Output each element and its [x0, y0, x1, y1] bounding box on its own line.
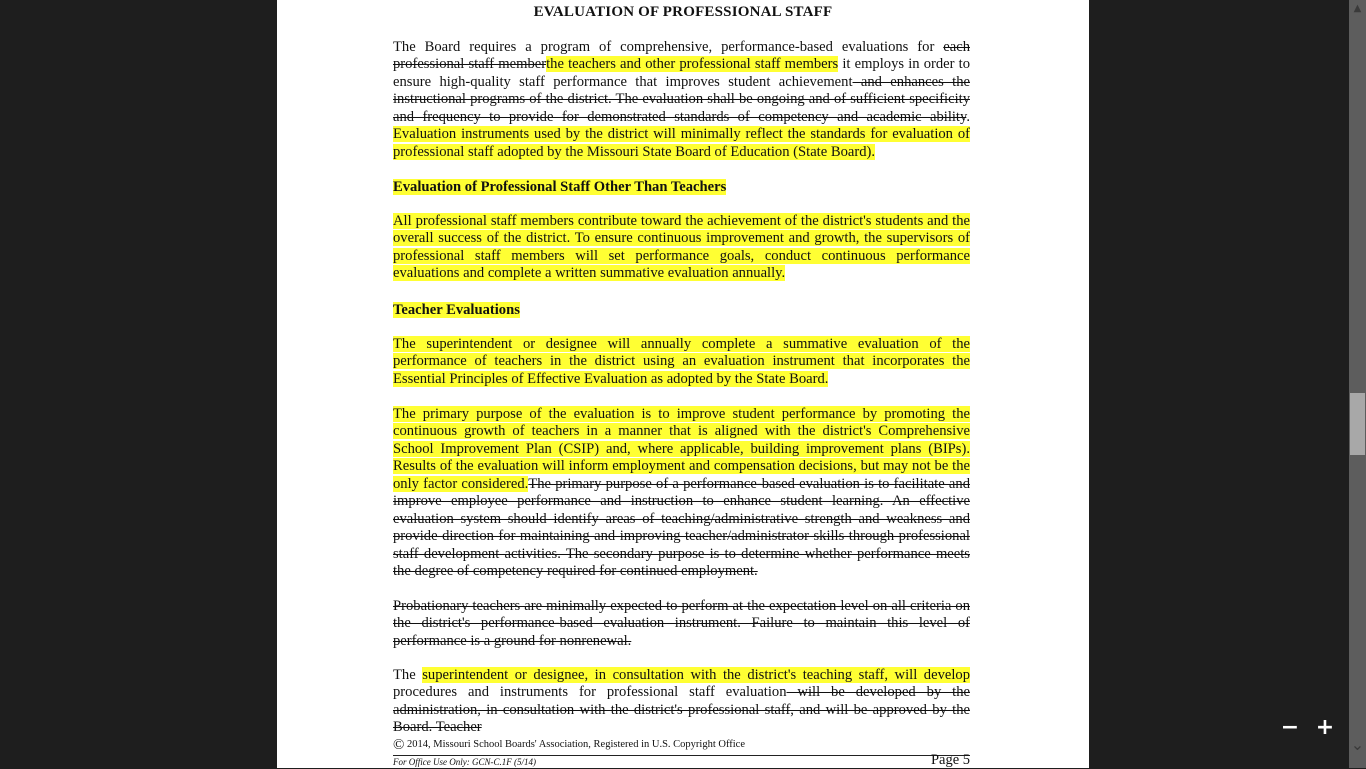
highlighted-text: superintendent or designee, in consultation with the district's teaching staff, will develop — [422, 667, 970, 683]
highlighted-text: Evaluation instruments used by the district will minimally reflect the standards for evaluation of professional staff adopted by the Missouri State Board of Education (State Board). — [393, 126, 970, 160]
document-title: EVALUATION OF PROFESSIONAL STAFF — [533, 4, 833, 20]
paragraph — [393, 39, 970, 161]
text: procedures and instruments for professional staff evaluation — [393, 684, 787, 701]
deleted-text: will be developed by the administration, in consultation with the district's professional staff, and will be approved by the Board. Teacher — [393, 684, 970, 736]
highlighted-text: Teacher Evaluations — [393, 302, 520, 318]
text: The — [393, 667, 423, 683]
deleted-text: The primary purpose of a performance-based evaluation is to facilitate and improve employee performance and instruction to enhance student learning. An effective evaluation system should identify areas of teaching/administrative strength and weakness and provide direction for maintaining and improving teacher/administrator skills through professional staff development activities. The secondary purpose is to determine whether performance meets the degree of competency required for continued employment. — [393, 475, 970, 580]
copyright-line — [393, 737, 970, 756]
scroll-up-arrow-icon[interactable]: ▲ — [1353, 3, 1362, 14]
zoom-in-button[interactable]: + — [1315, 715, 1335, 740]
text: The Board requires a program of comprehensive, performance-based evaluations for — [393, 39, 944, 55]
paragraph — [393, 598, 970, 650]
office-use-label: For Office Use Only: GCN-C.1F (5/14) — [393, 757, 536, 767]
highlighted-text: The primary purpose of the evaluation is to improve student performance by promoting the continuous growth of teachers in a manner that is aligned with the district's Comprehensive School Improvement Plan (CSIP) and, where applicable, building improvement plans (BIPs). Results of the evaluation will inform employment and compensation decisions, but may not be the only factor considered. — [393, 406, 970, 492]
document-page — [277, 0, 1089, 768]
deleted-text: and enhances the instructional programs of the district. The evaluation shall be ongoing and of sufficient specificity and frequency to provide for demonstrated standards of competency and academic ability — [393, 73, 970, 125]
paragraph — [393, 667, 970, 737]
deleted-text: Probationary teachers are minimally expected to perform at the expectation level on all criteria on the district's performance-based evaluation instrument. Failure to maintain this level of performance is a ground for nonrenewal. — [393, 598, 970, 649]
scrollbar-thumb[interactable] — [1350, 393, 1365, 455]
deleted-text: each professional staff member — [393, 39, 970, 73]
paragraph — [393, 406, 970, 581]
page-number: Page 5 — [930, 752, 970, 768]
highlighted-text: the teachers and other professional staff members — [546, 56, 839, 73]
text: it employs in order to ensure high-quality staff performance that improves student achievement — [393, 56, 970, 90]
scroll-down-arrow-icon[interactable]: ⌄ — [1350, 735, 1365, 754]
copyright-symbol: © — [393, 737, 405, 753]
copyright-text: 2014, Missouri School Boards' Association, Registered in U.S. Copyright Office — [404, 739, 745, 750]
section-heading — [393, 179, 970, 196]
vertical-scrollbar[interactable] — [1349, 0, 1366, 768]
zoom-out-button[interactable]: − — [1280, 715, 1300, 740]
paragraph — [393, 213, 970, 283]
highlighted-text: The superintendent or designee will annually complete a summative evaluation of the performance of teachers in the district using an evaluation instrument that incorporates the Essential Principles of Effective Evaluation as adopted by the State Board. — [393, 336, 970, 387]
text: . — [966, 108, 970, 125]
paragraph — [393, 336, 970, 388]
section-heading — [393, 302, 970, 319]
highlighted-text: All professional staff members contribute toward the achievement of the district's students and the overall success of the district. To ensure continuous improvement and growth, the supervisors of professional staff members will set performance goals, conduct continuous performance evaluations and complete a written summative evaluation annually. — [393, 213, 970, 282]
highlighted-text: Evaluation of Professional Staff Other Than Teachers — [393, 179, 727, 195]
